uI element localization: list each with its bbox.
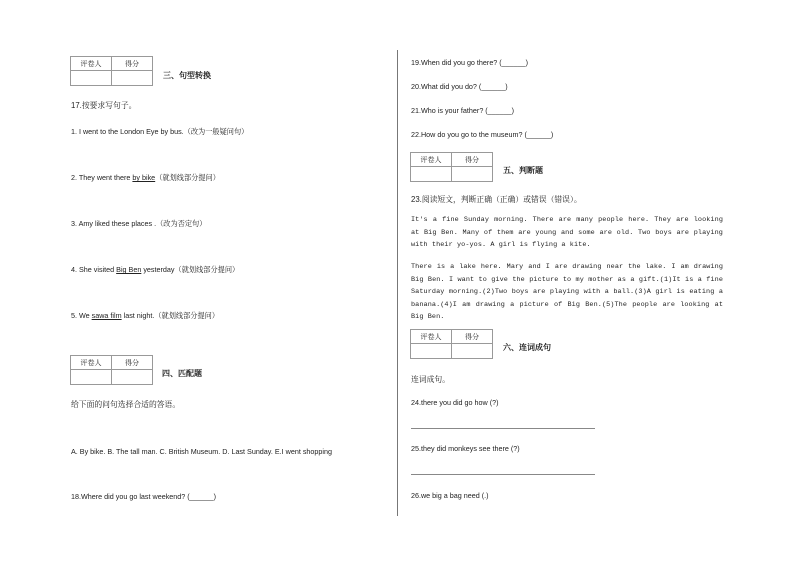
grader-header: 评卷人 — [411, 330, 452, 344]
question-18: 18.Where did you go last weekend? (______) — [71, 492, 217, 501]
grader-cell — [71, 370, 112, 385]
grader-cell — [411, 167, 452, 182]
grader-cell — [411, 344, 452, 359]
score-header: 得分 — [452, 153, 493, 167]
score-cell — [112, 71, 153, 86]
grader-header: 评卷人 — [71, 356, 112, 370]
score-cell — [452, 344, 493, 359]
grader-header: 评卷人 — [71, 57, 112, 71]
sentence-3: 3. Amy liked these places .（改为否定句） — [71, 219, 207, 228]
score-table-section4 — [70, 355, 153, 385]
sentence-2-underlined: by bike — [132, 173, 156, 182]
section6-instruction: 连词成句。 — [411, 375, 450, 384]
reading-paragraph-1: It's a fine Sunday morning. There are many people here. They are looking at Big Ben. Many of them are young and some are old. Two boys are playing with their yo-yos. A girl is flying a kite. — [411, 216, 723, 249]
question-23-instruction: 23.阅读短文，判断正确（正确）或错误（错误）。 — [411, 195, 582, 204]
sentence-2-text: 2. They went there — [71, 173, 133, 182]
score-table-section3 — [70, 56, 153, 86]
sentence-2 — [71, 173, 220, 182]
reading-paragraph-2: There is a lake here. Mary and I are drawing near the lake. I am drawing Big Ben. I want to give the picture to my mother as a gift.(1)It is a fine Saturday morning.(2)Two boys are playing with a ball.(3)A girl is eating a banana.(4)I am drawing a picture of Big Ben.(5)The people are looking at Big Ben. — [411, 263, 723, 321]
score-header: 得分 — [452, 330, 493, 344]
score-table-section6 — [410, 329, 493, 359]
sentence-4-text: 4. She visited — [71, 265, 117, 274]
sentence-5-underlined: sawa film — [91, 311, 122, 320]
sentence-5 — [71, 311, 219, 320]
section6-title: 六、连词成句 — [503, 343, 551, 352]
sentence-5-text: 5. We — [71, 311, 92, 320]
section5-title: 五、判断题 — [503, 166, 543, 175]
question-22: 22.How do you go to the museum? (______) — [411, 130, 554, 139]
matching-instruction: 给下面的问句选择合适的答语。 — [71, 400, 181, 409]
column-divider — [397, 50, 398, 516]
sentence-5-note: last night.（就划线部分提问） — [121, 311, 220, 320]
sentence-4 — [71, 265, 239, 274]
score-cell — [452, 167, 493, 182]
score-table-section5 — [410, 152, 493, 182]
score-header: 得分 — [112, 356, 153, 370]
question-19: 19.When did you go there? (______) — [411, 58, 529, 67]
score-cell — [112, 370, 153, 385]
section4-title: 四、匹配题 — [162, 369, 202, 378]
sentence-4-note: yesterday（就划线部分提问） — [141, 265, 240, 274]
question-20: 20.What did you do? (______) — [411, 82, 508, 91]
grader-header: 评卷人 — [411, 153, 452, 167]
grader-cell — [71, 71, 112, 86]
answer-line-25 — [411, 474, 595, 475]
section3-title: 三、句型转换 — [163, 71, 211, 80]
question-17-instruction: 17.按要求写句子。 — [71, 101, 137, 110]
sentence-4-underlined: Big Ben — [116, 265, 142, 274]
question-26: 26.we big a bag need (.) — [411, 491, 489, 500]
matching-options: A. By bike. B. The tall man. C. British Museum. D. Last Sunday. E.I went shopping — [71, 447, 332, 456]
score-header: 得分 — [112, 57, 153, 71]
sentence-1: 1. I went to the London Eye by bus.（改为一般疑问句） — [71, 127, 249, 136]
question-24: 24.there you did go how (?) — [411, 398, 499, 407]
question-25: 25.they did monkeys see there (?) — [411, 444, 520, 453]
sentence-2-note: （就划线部分提问） — [155, 173, 220, 182]
answer-line-24 — [411, 428, 595, 429]
question-21: 21.Who is your father? (______) — [411, 106, 515, 115]
